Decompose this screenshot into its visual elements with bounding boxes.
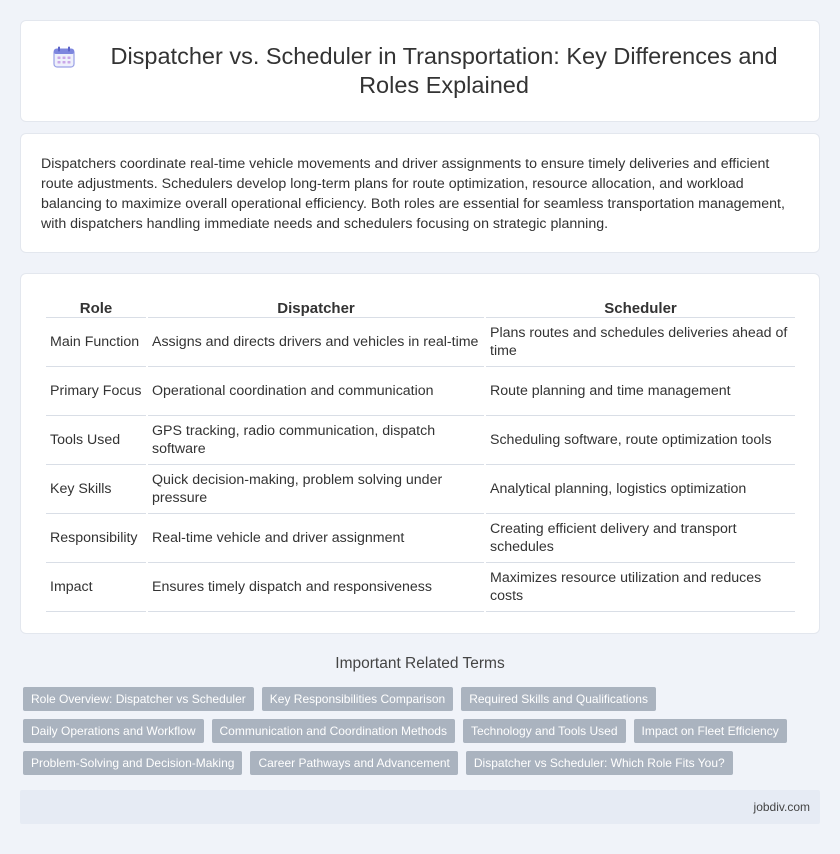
related-term-tag[interactable]: Required Skills and Qualifications <box>461 687 656 711</box>
scheduler-cell: Creating efficient delivery and transport schedules <box>486 514 795 563</box>
scheduler-cell: Route planning and time management <box>486 367 795 416</box>
scheduler-cell: Maximizes resource utilization and reduces costs <box>486 563 795 612</box>
related-term-tag[interactable]: Daily Operations and Workflow <box>23 719 204 743</box>
table-row <box>46 318 795 367</box>
tag-row <box>23 687 813 711</box>
related-term-tag[interactable]: Technology and Tools Used <box>463 719 626 743</box>
comparison-table <box>44 294 797 612</box>
related-term-tag[interactable]: Communication and Coordination Methods <box>212 719 455 743</box>
title-wrap <box>21 21 819 121</box>
comparison-card <box>20 273 820 634</box>
footer <box>20 790 820 824</box>
dispatcher-cell: GPS tracking, radio communication, dispatch software <box>148 416 484 465</box>
header-scheduler: Scheduler <box>486 294 795 318</box>
table-row <box>46 416 795 465</box>
row-label: Primary Focus <box>46 367 146 416</box>
title-card <box>20 20 820 122</box>
related-term-tag[interactable]: Impact on Fleet Efficiency <box>634 719 787 743</box>
scheduler-cell: Plans routes and schedules deliveries ahead of time <box>486 318 795 367</box>
footer-site-link[interactable]: jobdiv.com <box>753 800 810 814</box>
related-terms-heading: Important Related Terms <box>335 655 505 672</box>
intro-text: Dispatchers coordinate real-time vehicle movements and driver assignments to ensure timely deliveries and efficient route adjustments. Schedulers develop long-term plans for route optimization, resource allocation, and workload balancing to maximize overall operational efficiency. Both roles are essential for seamless transportation management, with dispatchers handling immediate needs and schedulers focusing on strategic planning. <box>41 156 785 232</box>
related-term-tag[interactable]: Career Pathways and Advancement <box>250 751 457 775</box>
related-term-tag[interactable]: Key Responsibilities Comparison <box>262 687 453 711</box>
calendar-icon <box>51 44 77 70</box>
row-label: Main Function <box>46 318 146 367</box>
row-label: Responsibility <box>46 514 146 563</box>
related-terms-list <box>23 687 813 783</box>
row-label: Impact <box>46 563 146 612</box>
dispatcher-cell: Quick decision-making, problem solving under pressure <box>148 465 484 514</box>
related-term-tag[interactable]: Problem-Solving and Decision-Making <box>23 751 242 775</box>
table-row <box>46 367 795 416</box>
row-label: Tools Used <box>46 416 146 465</box>
dispatcher-cell: Real-time vehicle and driver assignment <box>148 514 484 563</box>
header-role: Role <box>46 294 146 318</box>
dispatcher-cell: Ensures timely dispatch and responsiveness <box>148 563 484 612</box>
related-term-tag[interactable]: Role Overview: Dispatcher vs Scheduler <box>23 687 254 711</box>
dispatcher-cell: Operational coordination and communication <box>148 367 484 416</box>
intro-card <box>20 133 820 253</box>
page-title: Dispatcher vs. Scheduler in Transportation: Key Differences and Roles Explained <box>110 43 778 98</box>
table-row <box>46 465 795 514</box>
scheduler-cell: Analytical planning, logistics optimization <box>486 465 795 514</box>
related-term-tag[interactable]: Dispatcher vs Scheduler: Which Role Fits You? <box>466 751 733 775</box>
table-row <box>46 563 795 612</box>
tag-row <box>23 751 813 775</box>
dispatcher-cell: Assigns and directs drivers and vehicles in real-time <box>148 318 484 367</box>
table-header-row <box>46 294 795 318</box>
scheduler-cell: Scheduling software, route optimization tools <box>486 416 795 465</box>
tag-row <box>23 719 813 743</box>
row-label: Key Skills <box>46 465 146 514</box>
header-dispatcher: Dispatcher <box>148 294 484 318</box>
table-row <box>46 514 795 563</box>
